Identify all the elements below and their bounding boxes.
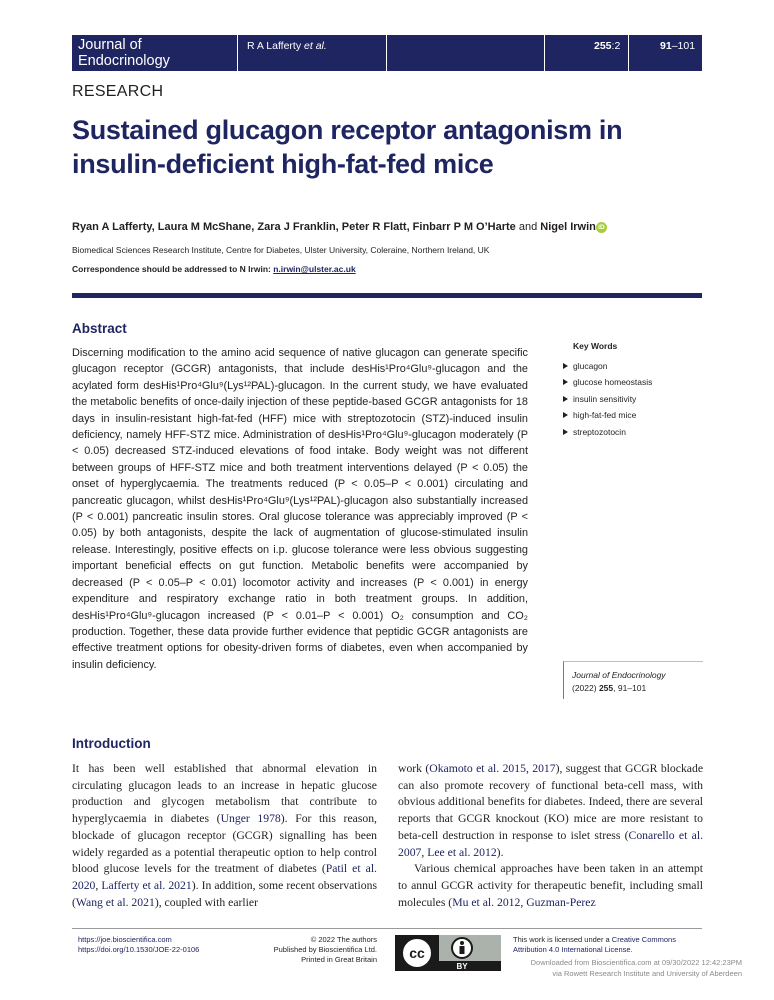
citation-link[interactable]: Lee et al. 2012 xyxy=(427,845,497,859)
abstract-text: Discerning modification to the amino acid sequence of native glucagon can generate specific glucagon receptor (GCGR) antagonists, that include desHis¹Pro⁴Glu⁹-glucagon and the acylated form desHis¹Pro⁴Glu⁹(Lys¹²PAL)-glucagon. In the current study, we have evaluated the metabolic benefits of once-daily injection of these peptide-based GCGR antagonists for 18 days in insulin-resistant high-fat-fed (HFF) mice with streptozotocin (STZ)-induced insulin deficiency, namely HFF-STZ mice. Administration of desHis¹Pro⁴Glu⁹-glucagon moderately (P < 0.05) decreased STZ-induced elevations of food intake. Body weight was not different between groups of HFF-STZ mice and both treatment interventions delayed (P < 0.05) the onset of hyperglycaemia. The treatments reduced (P < 0.05–P < 0.001) circulating and pancreatic glucagon, whilst desHis¹Pro⁴Glu⁹(Lys¹²PAL)-glucagon also substantially increased (P < 0.001) pancreatic insulin stores. Oral glucose tolerance was appreciably improved (P < 0.05) by both antagonists, despite the lack of augmentation of glucose-stimulated insulin release. Interestingly, positive effects on i.p. glucose tolerance were less obvious suggesting important beneficial effects on gut function. Metabolic benefits were accompanied by decreased (P < 0.05–P < 0.01) locomotor activity and increases (P < 0.001) in energy expenditure and respiratory exchange ratio in both treatment groups. In addition, desHis¹Pro⁴Glu⁹-glucagon increased (P < 0.01–P < 0.001) O₂ consumption and CO₂ production. Together, these data provide further evidence that peptidic GCGR antagonists are effective treatment options for obesity-driven forms of diabetes, even when accompanied by insulin deficiency. xyxy=(72,347,528,671)
footer-rule xyxy=(72,928,702,929)
citation-box: Journal of Endocrinology (2022) 255, 91–101 xyxy=(563,661,703,699)
journal-name: Journal of Endocrinology xyxy=(78,37,170,69)
section-label: RESEARCH xyxy=(72,83,164,100)
correspondence: Correspondence should be addressed to N Irwin: n.irwin@ulster.ac.uk xyxy=(72,264,356,274)
cc-by-label: BY xyxy=(456,962,468,971)
citation-link[interactable]: Conarello et al. 2007 xyxy=(398,828,703,859)
citation-link[interactable]: Lafferty et al. 2021 xyxy=(101,878,192,892)
header-divider xyxy=(628,35,629,71)
citation-link[interactable]: Unger 1978 xyxy=(220,812,281,826)
orcid-icon[interactable]: iD xyxy=(596,222,607,233)
copyright-block: © 2022 The authors Published by Bioscientifica Ltd. Printed in Great Britain xyxy=(273,935,377,964)
doi-link[interactable]: https://doi.org/10.1530/JOE-22-0106 xyxy=(78,945,200,954)
license-link[interactable]: Creative Commons Attribution 4.0 International License. xyxy=(513,935,676,954)
body-column-right: work (Okamoto et al. 2015, 2017), suggest that GCGR blockade can also promote recovery of functional beta-cell mass, with obvious additional benefits for diabetes. Indeed, there are several reports that GCGR knockout (KO) mice are more resistant to beta-cell destruction in response to islet stress (Conarello et al. 2007, Lee et al. 2012). Various chemical approaches have been taken in an attempt to annul GCGR activity for therapeutic benefit, including small molecules (Mu et al. 2012, Guzman-Perez xyxy=(398,762,704,909)
cc-by-badge xyxy=(395,935,501,971)
keywords-heading: Key Words xyxy=(573,341,618,351)
citation-link[interactable]: Patil et al. 2020 xyxy=(72,862,377,892)
journal-header-bar xyxy=(72,35,702,71)
journal-url-link[interactable]: https://joe.bioscientifica.com xyxy=(78,935,172,944)
abstract-heading: Abstract xyxy=(72,321,127,336)
keyword-item: glucagon xyxy=(563,358,703,374)
article-title: Sustained glucagon receptor antagonism in insulin-deficient high-fat-fed mice xyxy=(72,115,623,179)
email-link[interactable]: n.irwin@ulster.ac.uk xyxy=(273,264,356,274)
keywords-box xyxy=(563,341,703,440)
author-list: Ryan A Lafferty, Laura M McShane, Zara J Franklin, Peter R Flatt, Finbarr P M O’Harte and Nigel Irwin iD xyxy=(72,221,607,233)
keyword-item: high-fat-fed mice xyxy=(563,407,703,423)
svg-text:cc: cc xyxy=(409,945,425,961)
keyword-item: insulin sensitivity xyxy=(563,391,703,407)
page-range: 91–101 xyxy=(660,40,696,52)
header-divider xyxy=(386,35,387,71)
volume-issue: 255:2 xyxy=(594,40,621,52)
license-statement: This work is licensed under a Creative Commons Attribution 4.0 International License. xyxy=(513,935,676,954)
citation-link[interactable]: Wang et al. 2021 xyxy=(75,895,155,909)
cc-by-license-icon[interactable] xyxy=(395,935,501,971)
citation-link[interactable]: 2017 xyxy=(532,762,556,775)
body-column-left: It has been well established that abnormal elevation in circulating glucagon leads to an increase in hepatic glucose production and glycogen metabolism that contribute to hyperglycaemia in diabetes (Unger 1978). For this reason, blockade of glucagon receptor (GCGR) signalling has been widely regarded as a potential therapeutic option to help control blood glucose levels for the treatment of diabetes (Patil et al. 2020, Lafferty et al. 2021). In addition, some recent observations (Wang et al. 2021), coupled with earlier xyxy=(72,762,377,909)
header-divider xyxy=(237,35,238,71)
header-rule xyxy=(72,293,702,298)
running-authors: R A Lafferty et al. xyxy=(247,40,327,52)
header-divider xyxy=(544,35,545,71)
citation-link[interactable]: Guzman-Perez xyxy=(526,895,596,909)
affiliation: Biomedical Sciences Research Institute, Centre for Diabetes, Ulster University, Coleraine, Northern Ireland, UK xyxy=(72,245,490,255)
introduction-heading: Introduction xyxy=(72,736,151,751)
keyword-item: glucose homeostasis xyxy=(563,374,703,390)
keyword-item: streptozotocin xyxy=(563,424,703,440)
citation-link[interactable]: Okamoto et al. 2015 xyxy=(429,762,526,775)
download-stamp: Downloaded from Bioscientifica.com at 09/30/2022 12:42:23PM via Rowett Research Institute and University of Aberdeen xyxy=(530,958,742,978)
footer-links xyxy=(78,935,199,955)
citation-link[interactable]: Mu et al. 2012 xyxy=(452,895,521,909)
